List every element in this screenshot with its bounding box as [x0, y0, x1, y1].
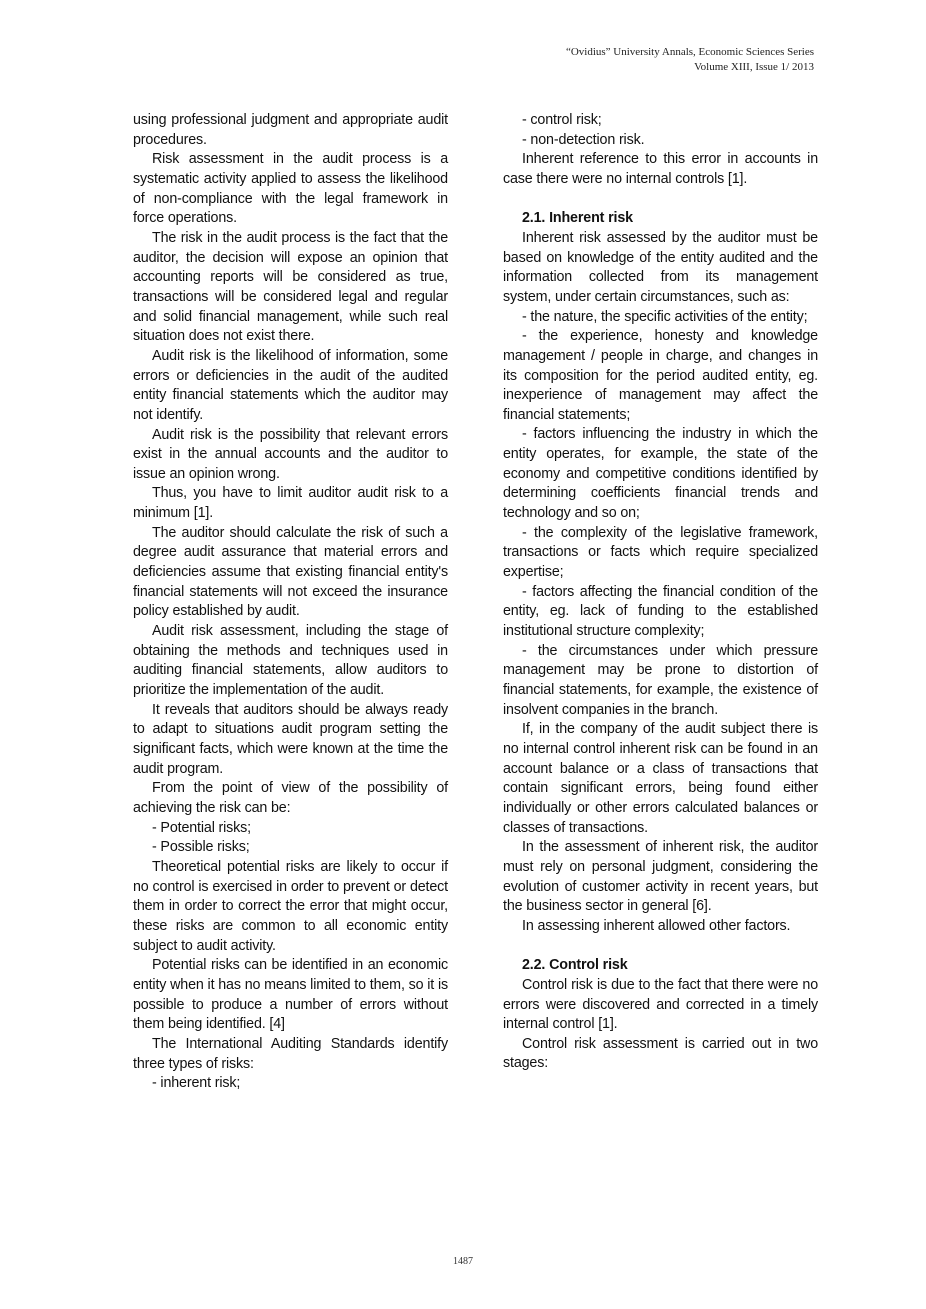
paragraph: Risk assessment in the audit process is a systematic activity applied to assess the likelihood of non-compliance with the legal framework in force operations.	[133, 151, 448, 227]
paragraph: If, in the company of the audit subject there is no internal control inherent risk can be found in an account balance or a class of transactions that contain significant errors, being found either individually or other errors calculated balances or classes of transactions.	[503, 721, 818, 836]
spacer	[503, 190, 818, 210]
paragraph: From the point of view of the possibility of achieving the risk can be:	[133, 780, 448, 816]
list-item: - Potential risks;	[152, 819, 251, 836]
list-item: - factors affecting the financial condition of the entity, eg. lack of funding to the established institutional structure complexity;	[503, 583, 818, 640]
right-column	[503, 111, 818, 1074]
paragraph: Audit risk assessment, including the stage of obtaining the methods and techniques used in auditing financial statements, allow auditors to prioritize the implementation of the audit.	[133, 623, 448, 699]
paragraph: Inherent reference to this error in accounts in case there were no internal controls [1].	[503, 151, 818, 187]
paragraph: Inherent risk assessed by the auditor must be based on knowledge of the entity audited and the information collected from its management system, under certain circumstances, such as:	[503, 229, 818, 305]
list-item: - non-detection risk.	[522, 131, 645, 148]
list-item: - Possible risks;	[152, 839, 250, 856]
spacer	[503, 937, 818, 957]
paragraph: Audit risk is the likelihood of information, some errors or deficiencies in the audit of the audited entity financial statements which the auditor may not identify.	[133, 347, 448, 423]
list-item: - control risk;	[522, 112, 602, 128]
list-item: - inherent risk;	[152, 1075, 241, 1092]
paragraph: Theoretical potential risks are likely to occur if no control is exercised in order to prevent or detect them in order to correct the error that might occur, these risks are common to all economic entity subject to audit activity.	[133, 858, 448, 954]
paragraph: The auditor should calculate the risk of such a degree audit assurance that material errors and deficiencies assume that existing financial entity's financial statements will not exceed the insurance policy established by audit.	[133, 524, 448, 620]
running-header	[566, 45, 814, 75]
journal-title: “Ovidius” University Annals, Economic Sciences Series	[565, 46, 814, 58]
paragraph: The risk in the audit process is the fact that the auditor, the decision will expose an opinion that accounting reports will be considered as true, transactions will be considered legal and regular and solid financial management, while such real situation does not exist there.	[133, 229, 448, 345]
left-column	[133, 111, 448, 1094]
paragraph: It reveals that auditors should be always ready to adapt to situations audit program setting the significant facts, which were known at the time the audit program.	[133, 701, 448, 777]
paragraph: Control risk is due to the fact that there were no errors were discovered and corrected in a timely internal control [1].	[503, 976, 818, 1033]
list-item: - factors influencing the industry in which the entity operates, for example, the state of the economy and competitive conditions identified by determining coefficients financial trends and technology and so on;	[503, 426, 818, 522]
list-item: - the circumstances under which pressure management may be prone to distortion of financial statements, for example, the existence of insolvent companies in the branch.	[503, 642, 818, 718]
list-item: - the complexity of the legislative framework, transactions or facts which require specialized expertise;	[503, 524, 818, 581]
list-item: - the experience, honesty and knowledge management / people in charge, and changes in its composition for the period audited entity, eg. inexperience of management may affect the financial statements;	[503, 328, 818, 423]
volume-issue: Volume XIII, Issue 1/ 2013	[694, 61, 814, 73]
paragraph: Audit risk is the possibility that relevant errors exist in the annual accounts and the auditor to issue an opinion wrong.	[133, 426, 448, 482]
paragraph: In assessing inherent allowed other factors.	[522, 917, 791, 934]
paragraph: Control risk assessment is carried out in two stages:	[503, 1035, 818, 1072]
list-item: - the nature, the specific activities of the entity;	[522, 308, 808, 325]
section-heading-control-risk: 2.2. Control risk	[522, 957, 628, 974]
paragraph: using professional judgment and appropriate audit procedures.	[133, 112, 448, 148]
paragraph: Thus, you have to limit auditor audit risk to a minimum [1].	[133, 485, 448, 522]
paragraph: Potential risks can be identified in an economic entity when it has no means limited to them, so it is possible to produce a number of errors without them being identified. [4]	[133, 957, 448, 1033]
paragraph: The International Auditing Standards identify three types of risks:	[133, 1035, 448, 1072]
paragraph: In the assessment of inherent risk, the auditor must rely on personal judgment, considering the evolution of customer activity in recent years, but the business sector in general [6].	[503, 839, 818, 915]
page-number: 1487	[453, 1256, 473, 1267]
section-heading-inherent-risk: 2.1. Inherent risk	[522, 210, 633, 227]
